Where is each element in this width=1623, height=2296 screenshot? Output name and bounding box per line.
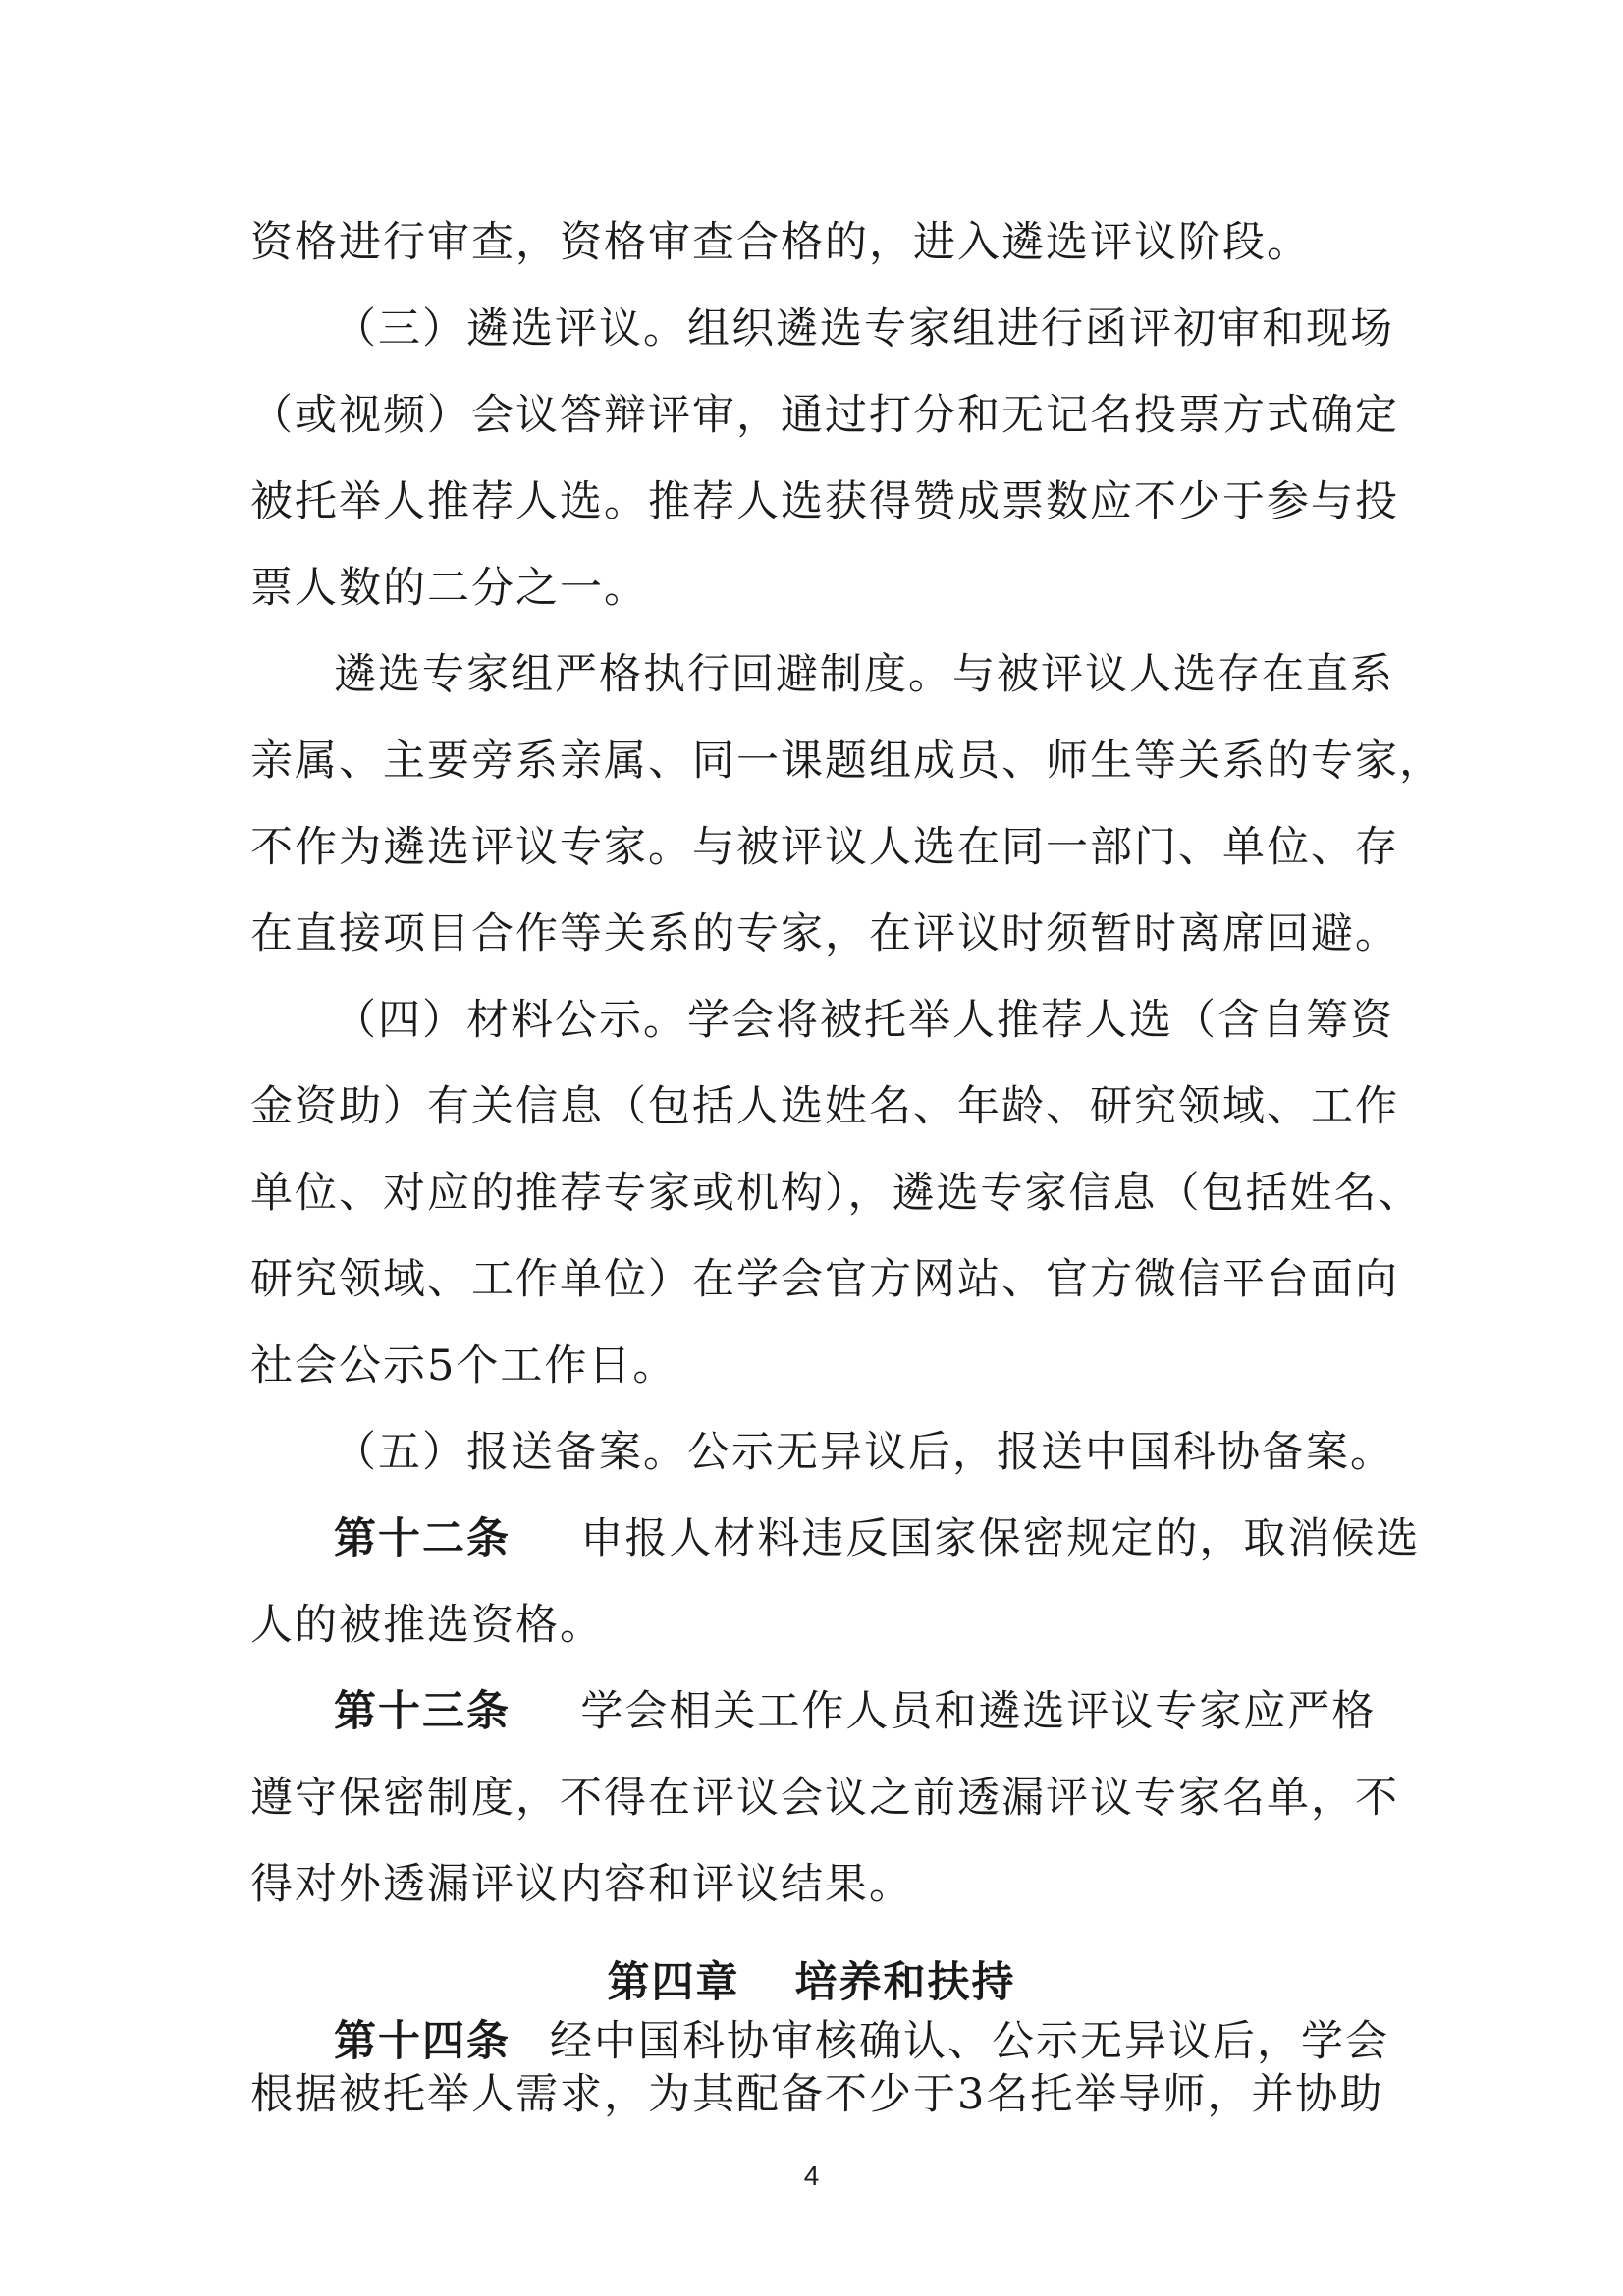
chapter-number: 第四章 bbox=[607, 1958, 740, 2007]
article-14 bbox=[334, 2013, 1389, 2070]
paragraph-line: 得对外透漏评议内容和评议结果。 bbox=[250, 1860, 913, 1909]
chapter-heading bbox=[0, 1954, 1623, 2011]
paragraph-line: （三）遴选评议。组织遴选专家组进行函评初审和现场 bbox=[334, 304, 1394, 354]
article-13-text: 学会相关工作人员和遴选评议专家应严格 bbox=[580, 1687, 1377, 1736]
paragraph-line: 被托举人推荐人选。推荐人选获得赞成票数应不少于参与投 bbox=[250, 477, 1399, 526]
paragraph-line: 资格进行审查，资格审查合格的，进入遴选评议阶段。 bbox=[250, 218, 1311, 267]
chapter-title: 培养和扶持 bbox=[794, 1958, 1016, 2007]
paragraph-line: （五）报送备案。公示无异议后，报送中国科协备案。 bbox=[334, 1428, 1394, 1477]
article-14-label: 第十四条 bbox=[334, 2017, 511, 2066]
article-14-text: 经中国科协审核确认、公示无异议后，学会 bbox=[550, 2017, 1389, 2066]
article-12-label: 第十二条 bbox=[334, 1514, 511, 1563]
paragraph-line: （或视频）会议答辩评审，通过打分和无记名投票方式确定 bbox=[250, 391, 1399, 440]
paragraph-line: 遵守保密制度，不得在评议会议之前透漏评议专家名单，不 bbox=[250, 1774, 1399, 1823]
paragraph-line: 票人数的二分之一。 bbox=[250, 564, 648, 613]
paragraph-line: 在直接项目合作等关系的专家，在评议时须暂时离席回避。 bbox=[250, 909, 1399, 958]
paragraph-line: 金资助）有关信息（包括人选姓名、年龄、研究领域、工作 bbox=[250, 1082, 1399, 1131]
paragraph-line: 亲属、主要旁系亲属、同一课题组成员、师生等关系的专家， bbox=[250, 737, 1443, 786]
paragraph-line: （四）材料公示。学会将被托举人推荐人选（含自筹资 bbox=[334, 996, 1394, 1045]
paragraph-line: 单位、对应的推荐专家或机构），遴选专家信息（包括姓名、 bbox=[250, 1169, 1423, 1218]
article-13 bbox=[334, 1683, 1389, 1740]
article-12-text: 申报人材料违反国家保密规定的，取消候选 bbox=[580, 1514, 1421, 1563]
article-13-label: 第十三条 bbox=[334, 1687, 511, 1736]
paragraph-line: 人的被推选资格。 bbox=[250, 1601, 604, 1650]
paragraph-line: 遴选专家组严格执行回避制度。与被评议人选存在直系 bbox=[334, 650, 1394, 699]
paragraph-line: 不作为遴选评议专家。与被评议人选在同一部门、单位、存 bbox=[250, 823, 1399, 872]
paragraph-line: 社会公示5个工作日。 bbox=[250, 1341, 677, 1391]
paragraph-line: 研究领域、工作单位）在学会官方网站、官方微信平台面向 bbox=[250, 1255, 1399, 1304]
article-12 bbox=[334, 1510, 1421, 1567]
paragraph-line: 根据被托举人需求，为其配备不少于3名托举导师，并协助 bbox=[250, 2070, 1384, 2119]
page-number: 4 bbox=[803, 2160, 820, 2191]
